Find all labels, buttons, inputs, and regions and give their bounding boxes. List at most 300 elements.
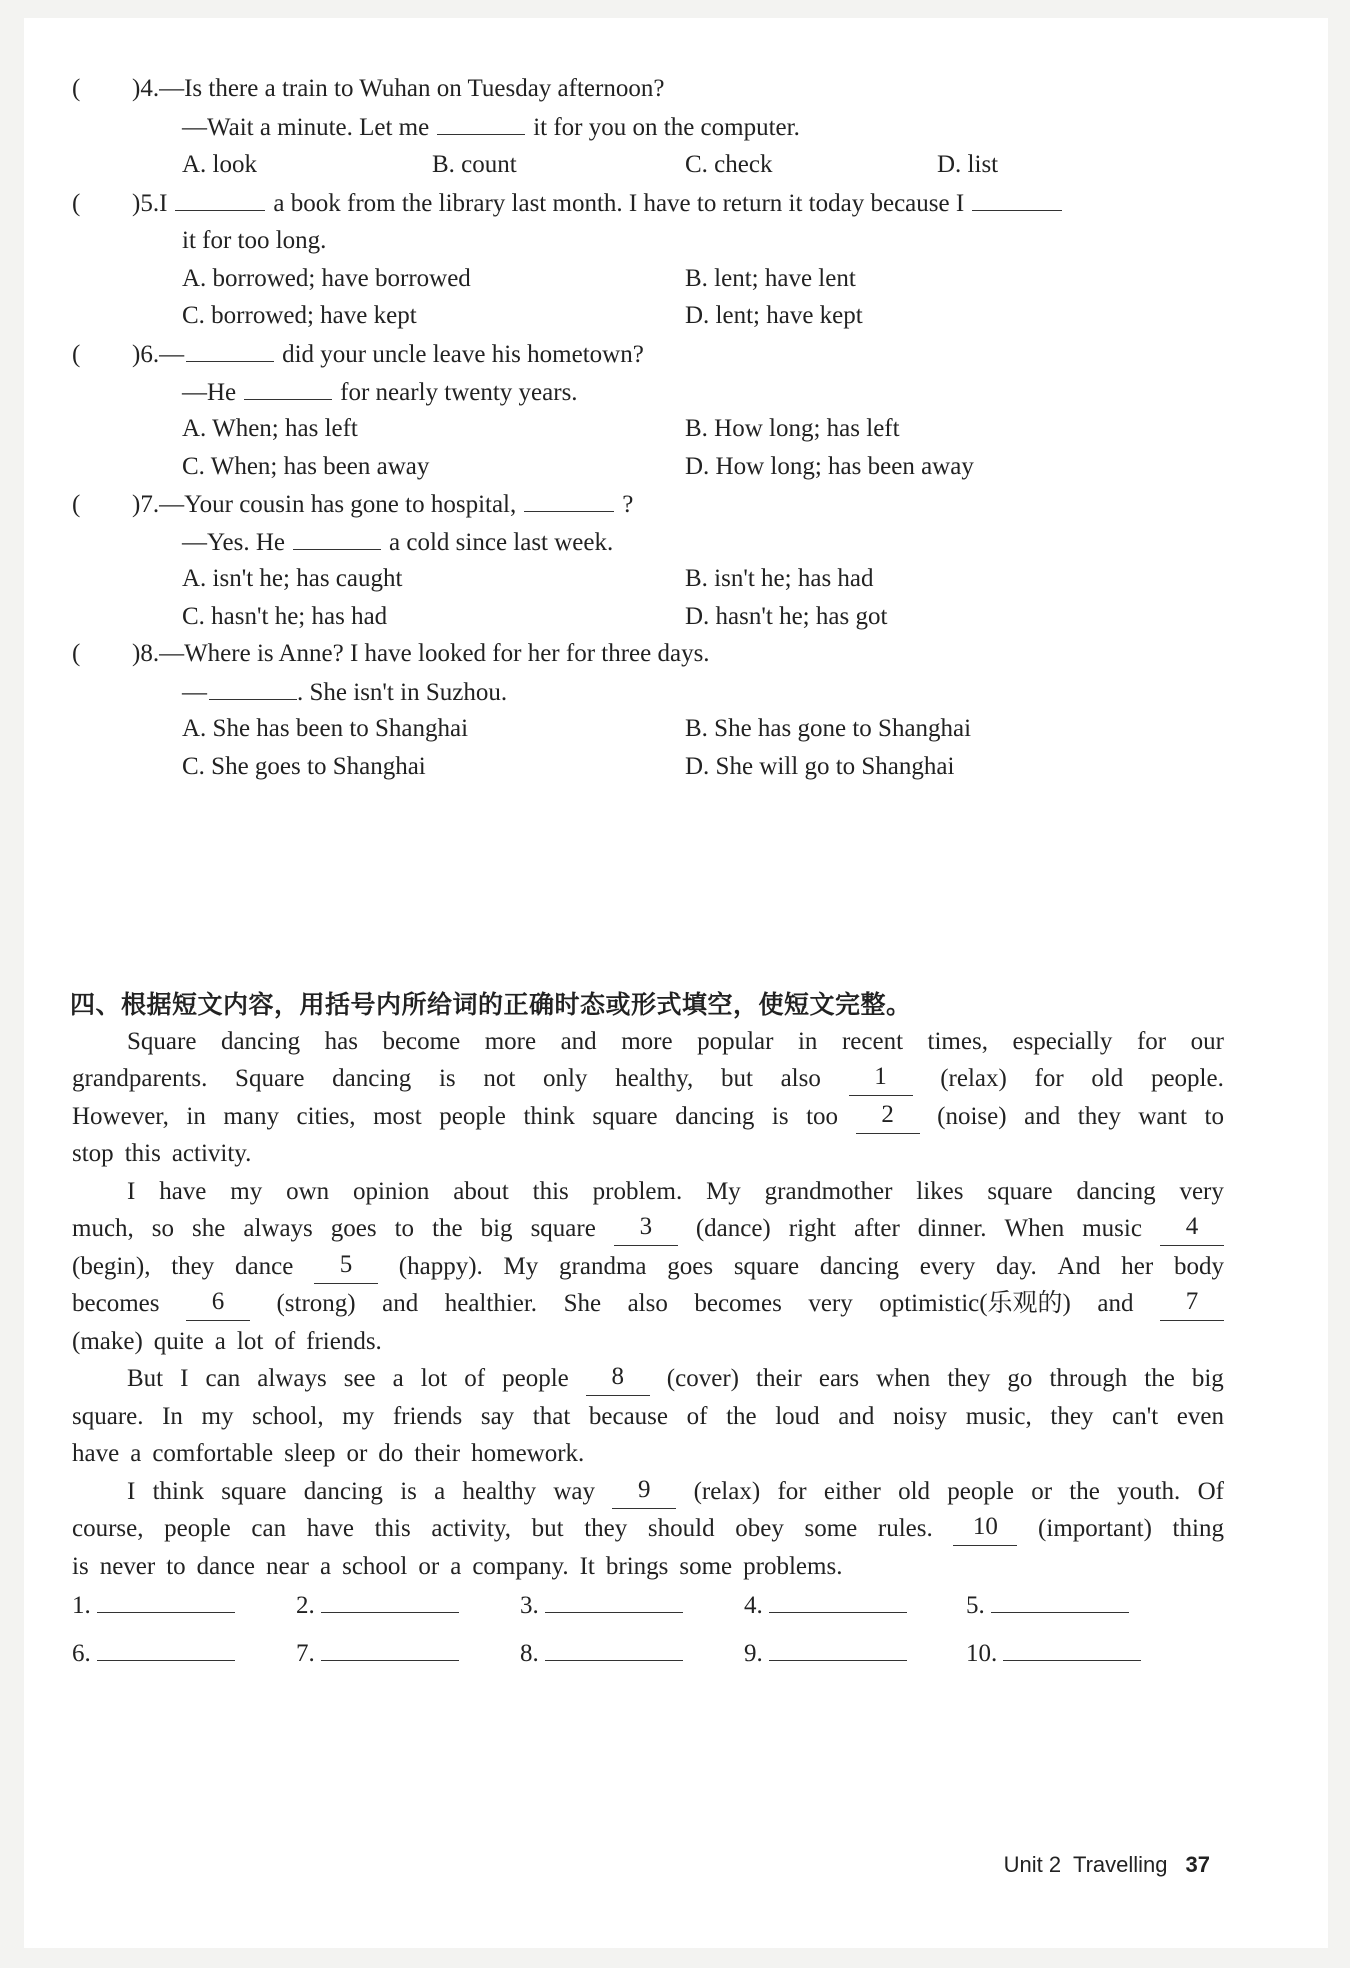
passage-word: only [542, 1065, 588, 1092]
option-b[interactable]: B. lent; have lent [685, 265, 856, 292]
blank-4[interactable]: 4 [1160, 1212, 1224, 1246]
answer-slot-8 [520, 1634, 683, 1671]
passage-word: square [592, 1103, 658, 1130]
option-a[interactable]: A. isn't he; has caught [182, 565, 403, 592]
passage-word: dance [196, 1553, 255, 1580]
passage-word: always [243, 1215, 313, 1242]
passage-word: can [205, 1365, 241, 1392]
passage-word: (relax) [693, 1478, 761, 1505]
passage-word: a [130, 1440, 142, 1467]
passage-word: square [221, 1478, 287, 1505]
blank-1[interactable]: 1 [849, 1062, 913, 1096]
answer-line[interactable] [1003, 1634, 1141, 1661]
passage-word: Square [127, 1028, 197, 1055]
passage-word: because [588, 1403, 669, 1430]
answer-label: 7. [296, 1640, 315, 1667]
passage-word: opinion [352, 1178, 430, 1205]
passage-word: the [726, 1403, 757, 1430]
answer-line[interactable] [545, 1586, 683, 1613]
passage-word: also [780, 1065, 821, 1092]
passage-word: cities, [296, 1103, 356, 1130]
passage-word: music [1082, 1215, 1142, 1242]
passage-word: big [480, 1215, 513, 1242]
question-text: a cold since last week. [389, 529, 614, 556]
fill-blank[interactable] [186, 337, 274, 362]
answer-label: 2. [296, 1592, 315, 1619]
passage-word: is [771, 1103, 789, 1130]
answer-slot-6 [72, 1634, 235, 1671]
passage-word: times, [927, 1028, 988, 1055]
passage-word: problem. [592, 1178, 683, 1205]
question-7 [72, 487, 633, 522]
passage-word: they [947, 1365, 991, 1392]
passage-word: people [439, 1103, 506, 1130]
passage-word: think [523, 1103, 575, 1130]
passage-word: of [464, 1365, 486, 1392]
unit-title: Unit 2 Travelling [1003, 1852, 1168, 1877]
passage-word: never [99, 1553, 156, 1580]
passage-word: (dance) [695, 1215, 771, 1242]
answer-label: 5. [966, 1592, 985, 1619]
answer-label: 6. [72, 1640, 91, 1667]
passage-word: My [503, 1253, 539, 1280]
passage-word: my [230, 1178, 263, 1205]
answer-bracket[interactable]: ( [72, 75, 81, 102]
passage-word: old [1091, 1065, 1124, 1092]
passage-word: her [1121, 1253, 1154, 1280]
passage-word: about [453, 1178, 509, 1205]
option-c[interactable]: C. When; has been away [182, 453, 430, 480]
passage-word: comfortable [152, 1440, 274, 1467]
passage-word: become [382, 1028, 461, 1055]
answer-line[interactable] [769, 1634, 907, 1661]
passage-word: In [162, 1403, 183, 1430]
passage-word: and [1097, 1290, 1134, 1317]
passage-word: people [502, 1365, 569, 1392]
passage-word: also [627, 1290, 668, 1317]
passage-word: (important) [1038, 1515, 1152, 1542]
passage-line [72, 1137, 1224, 1171]
passage-word: However, [72, 1103, 169, 1130]
passage-word: people [164, 1515, 231, 1542]
answer-slot-1 [72, 1586, 235, 1623]
passage-word: stop [72, 1140, 114, 1167]
answer-label: 10. [966, 1640, 998, 1667]
answer-slot-9 [744, 1634, 907, 1671]
fill-blank[interactable] [244, 375, 332, 400]
passage-word: a [450, 1553, 462, 1580]
passage-word: noisy [893, 1403, 948, 1430]
page-footer [1004, 1852, 1210, 1878]
question-text: it for too long. [182, 227, 327, 254]
passage-word: dance [235, 1253, 294, 1280]
passage-word: problems. [743, 1553, 843, 1580]
passage-word: square [733, 1253, 800, 1280]
option-c[interactable]: C. She goes to Shanghai [182, 753, 426, 780]
passage-word: My [706, 1178, 741, 1205]
fill-blank[interactable] [209, 675, 297, 700]
question-6-line2 [182, 375, 578, 410]
passage-line [127, 1475, 1224, 1509]
blank-2[interactable]: 2 [856, 1100, 920, 1134]
passage-word: popular [697, 1028, 774, 1055]
passage-word: grandma [559, 1253, 647, 1280]
answer-slot-3 [520, 1586, 683, 1623]
question-text: did your uncle leave his hometown? [282, 341, 644, 368]
passage-word: see [343, 1365, 376, 1392]
passage-word: (noise) [937, 1103, 1007, 1130]
passage-word: big [1191, 1365, 1224, 1392]
passage-word: go [1007, 1365, 1033, 1392]
question-text: . She isn't in Suzhou. [297, 679, 508, 706]
passage-word: every [919, 1253, 976, 1280]
answer-line[interactable] [97, 1634, 235, 1661]
passage-word: ears [818, 1365, 860, 1392]
fill-blank[interactable] [437, 110, 525, 135]
passage-word: their [414, 1440, 461, 1467]
option-b[interactable]: B. isn't he; has had [685, 565, 874, 592]
passage-word: music, [965, 1403, 1032, 1430]
passage-word: is [400, 1478, 417, 1505]
passage-word: When [1004, 1215, 1065, 1242]
passage-word: (cover) [666, 1365, 739, 1392]
passage-word: a [320, 1553, 332, 1580]
passage-word: Of [1197, 1478, 1224, 1505]
passage-line [72, 1100, 1224, 1134]
answer-bracket[interactable]: ( [72, 640, 81, 667]
passage-word: but [531, 1515, 564, 1542]
blank-5[interactable]: 5 [314, 1250, 378, 1284]
passage-word: this [374, 1515, 411, 1542]
passage-word: to [394, 1215, 415, 1242]
passage-word: youth. [1117, 1478, 1181, 1505]
passage-word: goes [667, 1253, 714, 1280]
passage-word: dancing [819, 1253, 899, 1280]
passage-word: healthier. [444, 1290, 538, 1317]
question-text: — [182, 679, 207, 706]
passage-word: in [186, 1103, 206, 1130]
passage-word: or [418, 1553, 440, 1580]
question-text: ? [622, 491, 634, 518]
passage-word: people. [1150, 1065, 1224, 1092]
question-6 [72, 337, 644, 372]
option-d[interactable]: D. lent; have kept [685, 302, 863, 329]
passage-word: friends. [306, 1328, 382, 1355]
option-b[interactable]: B. She has gone to Shanghai [685, 715, 972, 742]
passage-word: day. [996, 1253, 1037, 1280]
passage-word: through [1049, 1365, 1128, 1392]
blank-7[interactable]: 7 [1160, 1287, 1224, 1321]
passage-word: And [1057, 1253, 1101, 1280]
passage-word: for [1136, 1028, 1167, 1055]
passage-word: but [720, 1065, 753, 1092]
answer-slot-7 [296, 1634, 459, 1671]
answer-slot-2 [296, 1586, 459, 1623]
passage-word: grandmother [764, 1178, 893, 1205]
passage-word: have [159, 1178, 207, 1205]
passage-word: friends [392, 1403, 463, 1430]
passage-word: when [876, 1365, 931, 1392]
passage-word: many [223, 1103, 279, 1130]
answer-bracket[interactable]: ( [72, 491, 81, 518]
passage-word: healthy, [615, 1065, 694, 1092]
question-text: for nearly twenty years. [340, 379, 578, 406]
passage-line [72, 1512, 1224, 1546]
passage-word: think [152, 1478, 204, 1505]
answer-line[interactable] [321, 1586, 459, 1613]
passage-word: way [553, 1478, 596, 1505]
question-text: —Is there a train to Wuhan on Tuesday afternoon? [159, 75, 665, 102]
passage-word: (happy). [398, 1253, 483, 1280]
passage-word: to [166, 1553, 186, 1580]
passage-line [72, 1212, 1224, 1246]
option-d[interactable]: D. She will go to Shanghai [685, 753, 955, 780]
passage-word: much, [72, 1215, 134, 1242]
passage-word: square. [72, 1403, 144, 1430]
passage-word: old [898, 1478, 931, 1505]
option-c[interactable]: C. hasn't he; has had [182, 603, 388, 630]
passage-word: right [788, 1215, 836, 1242]
answer-line[interactable] [545, 1634, 683, 1661]
passage-word: square [530, 1215, 596, 1242]
passage-word: (begin), [72, 1253, 151, 1280]
passage-word: after [853, 1215, 900, 1242]
passage-word: loud [775, 1403, 820, 1430]
passage-word: goes [330, 1215, 377, 1242]
passage-line [127, 1175, 1224, 1209]
question-5 [72, 186, 1070, 221]
option-d[interactable]: D. How long; has been away [685, 453, 974, 480]
answer-line[interactable] [991, 1586, 1129, 1613]
answer-line[interactable] [321, 1634, 459, 1661]
question-text: —Your cousin has gone to hospital, [159, 491, 517, 518]
option-b[interactable]: B. count [432, 151, 517, 178]
answer-bracket[interactable]: ( [72, 341, 81, 368]
passage-word: my [342, 1403, 375, 1430]
passage-word: dancing [1076, 1178, 1156, 1205]
passage-word: I [180, 1365, 189, 1392]
question-number: )7. [132, 491, 160, 518]
passage-line [72, 1287, 1224, 1321]
question-text: —Yes. He [182, 529, 286, 556]
question-text: it for you on the computer. [533, 114, 800, 141]
passage-word: the [1069, 1478, 1100, 1505]
passage-word: near [265, 1553, 309, 1580]
passage-word: either [823, 1478, 881, 1505]
question-8-line2 [182, 675, 507, 710]
option-a[interactable]: A. When; has left [182, 415, 358, 442]
question-text: —He [182, 379, 237, 406]
passage-word: brings [605, 1553, 669, 1580]
passage-word: of [274, 1328, 296, 1355]
passage-word: thing [1172, 1515, 1224, 1542]
blank-9[interactable]: 9 [612, 1475, 676, 1509]
passage-word: quite [153, 1328, 204, 1355]
fill-blank[interactable] [293, 525, 381, 550]
passage-word: want [1138, 1103, 1187, 1130]
option-a[interactable]: A. She has been to Shanghai [182, 715, 469, 742]
passage-word: But [127, 1365, 164, 1392]
question-number: )6. [132, 341, 160, 368]
passage-word: rules. [877, 1515, 933, 1542]
passage-word: dancing [220, 1028, 301, 1055]
passage-word: can't [1112, 1403, 1159, 1430]
passage-word: so [151, 1215, 175, 1242]
passage-word: and [382, 1290, 419, 1317]
blank-10[interactable]: 10 [953, 1512, 1017, 1546]
question-4-line2 [182, 110, 800, 145]
blank-6[interactable]: 6 [186, 1287, 250, 1321]
passage-word: for [777, 1478, 807, 1505]
passage-word: and [1024, 1103, 1061, 1130]
passage-word: It [579, 1553, 595, 1580]
passage-word: lot [420, 1365, 448, 1392]
passage-word: (strong) [276, 1290, 356, 1317]
passage-word: dancing [332, 1065, 412, 1092]
passage-word: I [127, 1178, 136, 1205]
passage-word: very [1179, 1178, 1224, 1205]
passage-word: they [1050, 1403, 1094, 1430]
question-number: )8. [132, 640, 160, 667]
passage-word: lot [236, 1328, 264, 1355]
passage-word: sleep [284, 1440, 336, 1467]
question-8 [72, 637, 710, 671]
passage-line [127, 1025, 1224, 1059]
passage-word: say [480, 1403, 515, 1430]
answer-slot-5 [966, 1586, 1129, 1623]
passage-word: a [434, 1478, 446, 1505]
question-text: — [159, 341, 185, 368]
passage-word: have [72, 1440, 120, 1467]
passage-word: she [192, 1215, 226, 1242]
passage-word: always [257, 1365, 327, 1392]
passage-word: activity, [431, 1515, 511, 1542]
passage-word: and [560, 1028, 597, 1055]
option-c[interactable]: C. borrowed; have kept [182, 302, 417, 329]
passage-word: people [947, 1478, 1014, 1505]
question-number: )4. [132, 75, 160, 102]
passage-word: their [756, 1365, 802, 1392]
passage-word: activity. [171, 1140, 252, 1167]
passage-line [127, 1362, 1224, 1396]
passage-line [72, 1550, 1224, 1584]
passage-word: the [1144, 1365, 1175, 1392]
passage-word: school [342, 1553, 408, 1580]
answer-label: 4. [744, 1592, 763, 1619]
blank-3[interactable]: 3 [614, 1212, 678, 1246]
fill-blank[interactable] [175, 186, 265, 211]
passage-word: grandparents. [72, 1065, 208, 1092]
passage-word: that [532, 1403, 571, 1430]
fill-blank[interactable] [972, 186, 1062, 211]
passage-word: to [1204, 1103, 1224, 1130]
passage-word: school, [252, 1403, 324, 1430]
passage-word: this [124, 1140, 161, 1167]
page-number: 37 [1185, 1852, 1210, 1877]
passage-word: healthy [462, 1478, 537, 1505]
option-c[interactable]: C. check [685, 151, 773, 178]
passage-word: most [373, 1103, 422, 1130]
option-a[interactable]: A. look [182, 151, 257, 178]
passage-word: course, [72, 1515, 144, 1542]
option-b[interactable]: B. How long; has left [685, 415, 900, 442]
passage-line [72, 1250, 1224, 1284]
passage-word: has [324, 1028, 358, 1055]
passage-word: more [621, 1028, 673, 1055]
passage-word: likes [916, 1178, 964, 1205]
passage-word: very [808, 1290, 853, 1317]
blank-8[interactable]: 8 [586, 1362, 650, 1396]
passage-word: not [483, 1065, 516, 1092]
passage-word: homework. [471, 1440, 585, 1467]
passage-line [72, 1325, 1224, 1359]
passage-word: too [806, 1103, 839, 1130]
passage-word: obey [735, 1515, 784, 1542]
answer-slot-4 [744, 1586, 907, 1623]
passage-word: especially [1012, 1028, 1113, 1055]
passage-word: dinner. [917, 1215, 987, 1242]
answer-label: 9. [744, 1640, 763, 1667]
question-text: I [159, 190, 168, 217]
option-d[interactable]: D. hasn't he; has got [685, 603, 888, 630]
question-text: —Wait a minute. Let me [182, 114, 430, 141]
passage-word: recent [841, 1028, 904, 1055]
passage-line [72, 1437, 1224, 1471]
passage-word: have [306, 1515, 354, 1542]
passage-word: some [679, 1553, 733, 1580]
passage-word: square [987, 1178, 1053, 1205]
answer-label: 8. [520, 1640, 539, 1667]
passage-word: is [72, 1553, 89, 1580]
passage-word: of [686, 1403, 708, 1430]
passage-word: body [1173, 1253, 1224, 1280]
passage-word: can [251, 1515, 287, 1542]
passage-word: is [438, 1065, 456, 1092]
passage-word: or [346, 1440, 368, 1467]
option-a[interactable]: A. borrowed; have borrowed [182, 265, 471, 292]
passage-line [72, 1400, 1224, 1434]
passage-word: this [532, 1178, 569, 1205]
answer-line[interactable] [97, 1586, 235, 1613]
option-d[interactable]: D. list [937, 151, 999, 178]
passage-word: own [286, 1178, 330, 1205]
fill-blank[interactable] [524, 487, 614, 512]
passage-word: even [1176, 1403, 1224, 1430]
answer-bracket[interactable]: ( [72, 190, 81, 217]
passage-word: becomes [694, 1290, 782, 1317]
passage-word: some [804, 1515, 858, 1542]
passage-word: becomes [72, 1290, 160, 1317]
passage-word: dancing [675, 1103, 755, 1130]
passage-word: in [797, 1028, 818, 1055]
passage-word: should [647, 1515, 715, 1542]
passage-word: I [127, 1478, 136, 1505]
answer-slot-10 [966, 1634, 1141, 1671]
question-7-line2 [182, 525, 613, 560]
passage-word: (relax) [940, 1065, 1007, 1092]
passage-word: She [563, 1290, 602, 1317]
question-4 [72, 72, 664, 106]
passage-word: our [1190, 1028, 1224, 1055]
passage-word: they [171, 1253, 215, 1280]
answer-line[interactable] [769, 1586, 907, 1613]
question-text: —Where is Anne? I have looked for her for three days. [159, 640, 710, 667]
passage-line [72, 1062, 1224, 1096]
passage-word: they [1077, 1103, 1121, 1130]
passage-word: more [484, 1028, 537, 1055]
passage-word: or [1031, 1478, 1053, 1505]
passage-word: Square [235, 1065, 305, 1092]
